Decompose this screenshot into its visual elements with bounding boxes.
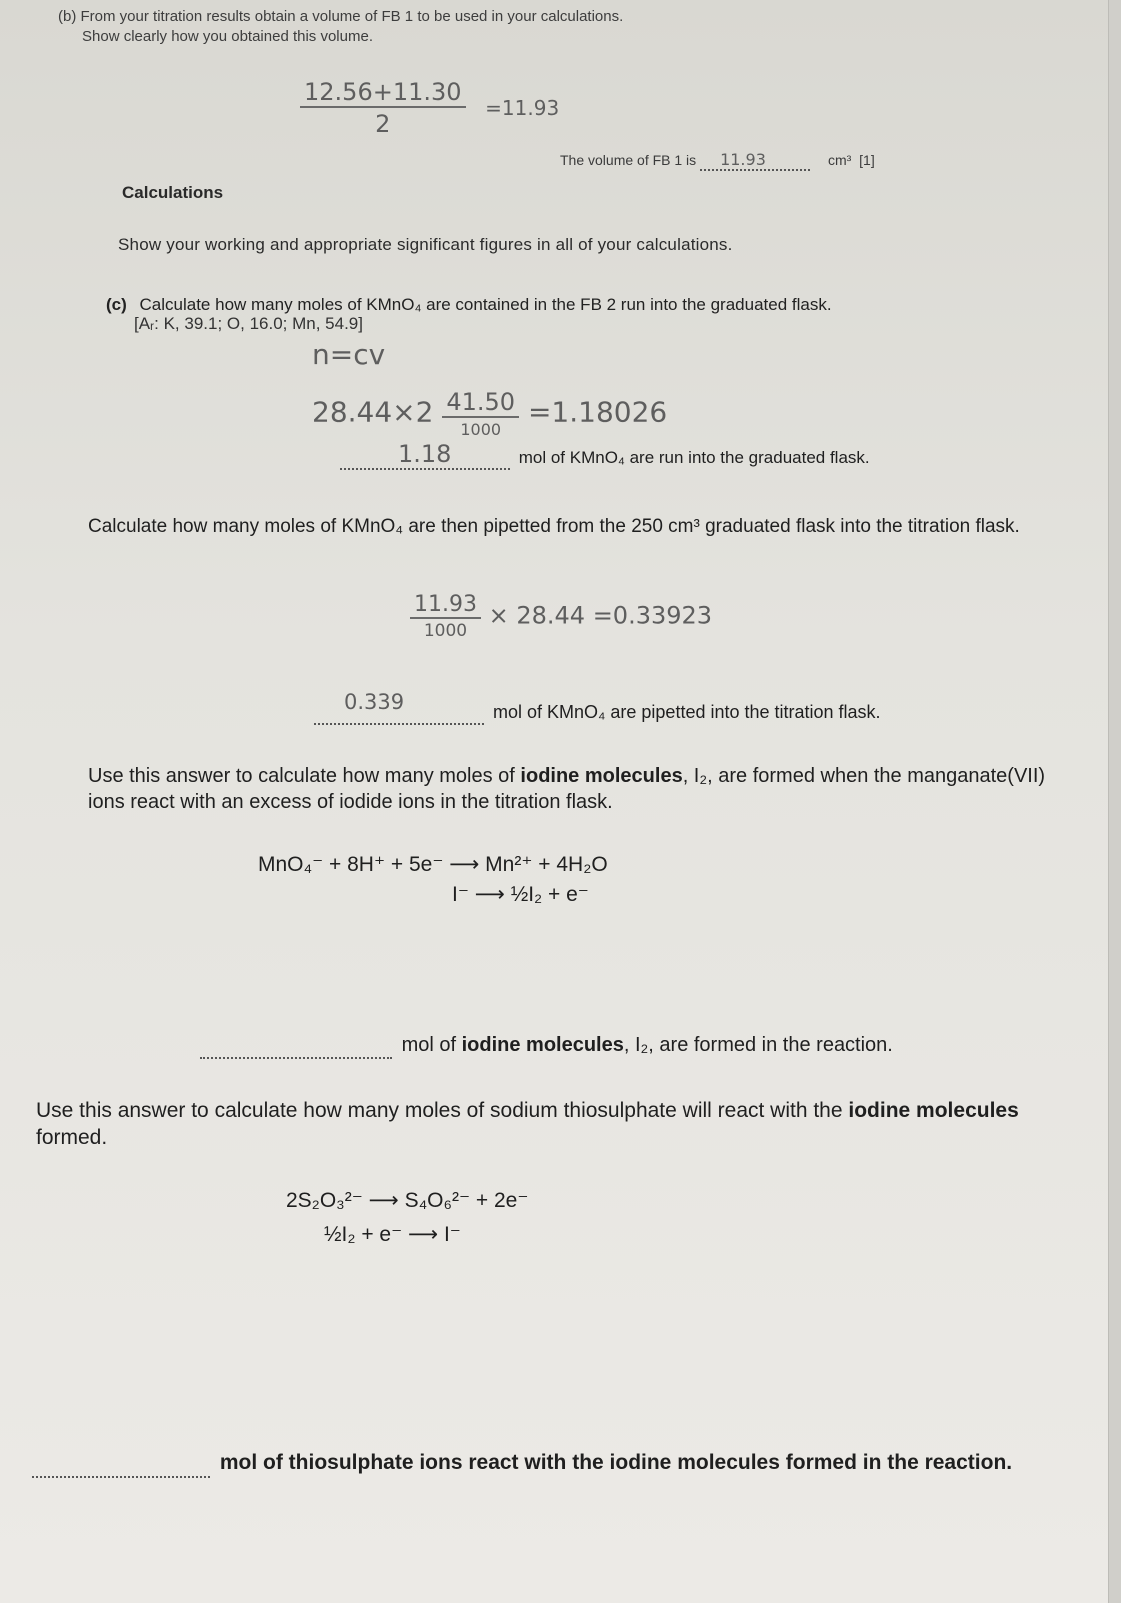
- answer1-text: mol of KMnO₄ are run into the graduated flask.: [518, 448, 870, 467]
- answer3-line: [200, 1034, 893, 1059]
- q4-prompt-part-a: Use this answer to calculate how many moles of sodium thiosulphate will react with the: [36, 1099, 849, 1122]
- answer3-field[interactable]: [200, 1034, 392, 1059]
- part-b-answer-prefix: The volume of FB 1 is: [560, 152, 697, 168]
- answer1-value: 1.18: [398, 440, 452, 468]
- q3-prompt-bold: iodine molecules: [520, 765, 683, 787]
- q4-prompt-bold: iodine molecules: [848, 1099, 1019, 1122]
- part-c-label: (c): [106, 295, 127, 314]
- answer3-text-bold: iodine molecules: [461, 1034, 624, 1056]
- page-edge: [1108, 0, 1121, 1603]
- part-c-prompt: [106, 295, 1031, 315]
- part-b-prompt: [58, 8, 1058, 25]
- equation-3: 2S₂O₃²⁻ ⟶ S₄O₆²⁻ + 2e⁻: [286, 1189, 529, 1212]
- part-b-work-denominator: 2: [375, 110, 391, 138]
- part-b-work-numerator: 12.56+11.30: [300, 78, 466, 108]
- part-b-work-result: =11.93: [485, 96, 560, 120]
- part-b-instruction: Show clearly how you obtained this volume.: [82, 28, 373, 45]
- equation-4: ½I₂ + e⁻ ⟶ I⁻: [324, 1223, 461, 1246]
- part-b-working: [300, 78, 559, 138]
- part-c-q3-prompt: [88, 763, 1048, 815]
- answer4-line: [32, 1449, 1072, 1478]
- part-c-work2-numerator: 11.93: [410, 592, 481, 619]
- part-c-prompt-text: Calculate how many moles of KMnO₄ are contained in the FB 2 run into the graduated flask.: [139, 295, 832, 314]
- part-c-work2-denominator: 1000: [423, 621, 468, 641]
- part-b-answer-field: [700, 150, 810, 171]
- part-b-answer-unit: cm³: [827, 152, 852, 168]
- atomic-masses: [Aᵣ: K, 39.1; O, 16.0; Mn, 54.9]: [134, 314, 363, 333]
- equation-1: MnO₄⁻ + 8H⁺ + 5e⁻ ⟶ Mn²⁺ + 4H₂O: [258, 853, 608, 876]
- answer3-text-b: , I₂, are formed in the reaction.: [623, 1034, 893, 1056]
- part-c-q2-prompt: Calculate how many moles of KMnO₄ are then pipetted from the 250 cm³ graduated flask into the titration flask.: [88, 516, 1020, 537]
- equation-2: I⁻ ⟶ ½I₂ + e⁻: [452, 883, 589, 906]
- part-c-work-left: 28.44×2: [312, 395, 434, 429]
- calculations-heading: Calculations: [122, 183, 224, 202]
- part-c-work-line2: [312, 388, 667, 439]
- part-c-work-result: =1.18026: [527, 395, 668, 429]
- part-c-work2-rest: × 28.44 =0.33923: [488, 601, 713, 630]
- answer4-text: mol of thiosulphate ions react with the iodine molecules formed in the reaction.: [219, 1451, 1013, 1474]
- answer2-field: [314, 690, 484, 725]
- part-c-work-line1: n=cv: [312, 338, 386, 371]
- part-b-label: (b): [58, 8, 77, 25]
- answer4-field[interactable]: [32, 1449, 210, 1478]
- answer2-value: 0.339: [344, 690, 405, 714]
- answer2-text: mol of KMnO₄ are pipetted into the titration flask.: [493, 702, 881, 722]
- answer1-line: [340, 440, 870, 470]
- answer3-text-a: mol of: [401, 1034, 462, 1056]
- q3-prompt-part-a: Use this answer to calculate how many moles of: [88, 765, 521, 787]
- part-b-prompt-text: From your titration results obtain a volume of FB 1 to be used in your calculations.: [80, 8, 624, 25]
- part-c-work-denominator: 1000: [460, 420, 502, 439]
- answer2-line: [314, 690, 881, 725]
- part-b-marks: [1]: [859, 152, 875, 168]
- answer1-field: [340, 440, 510, 470]
- part-c-work2: [410, 592, 712, 641]
- part-c-q4-prompt: [36, 1097, 1046, 1151]
- part-b-answer-value: 11.93: [720, 150, 766, 169]
- q3-prompt-part-b: , I₂, are formed when the manganate(VII) ions react with an excess of iodide ions in the titration flask.: [88, 765, 1046, 813]
- part-b-answer-line: [560, 150, 875, 171]
- part-c-work-numerator: 41.50: [442, 388, 519, 418]
- calculations-instruction: Show your working and appropriate significant figures in all of your calculations.: [118, 235, 733, 254]
- q4-prompt-part-b: formed.: [36, 1126, 108, 1149]
